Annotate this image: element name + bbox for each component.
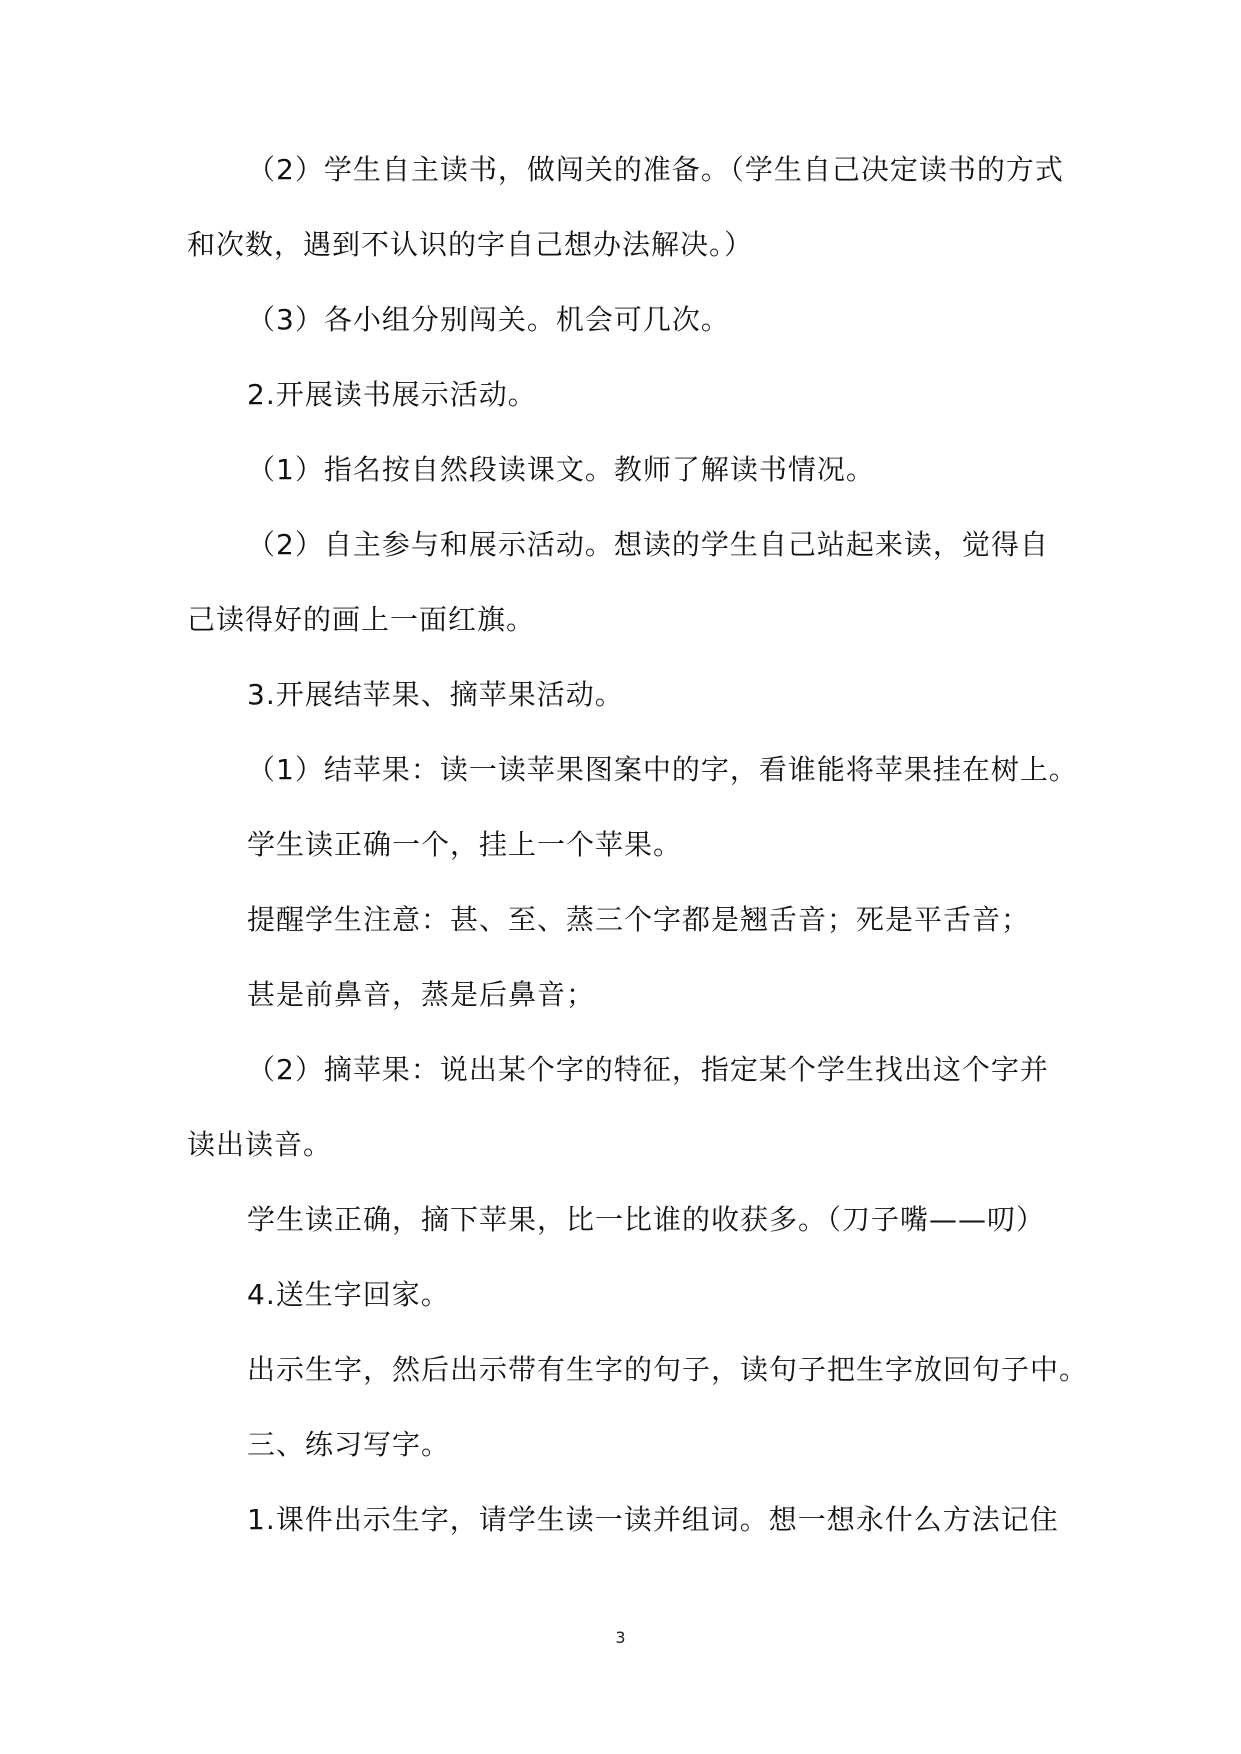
section-heading: 三、练习写字。 [247,1428,451,1461]
text-line: 读出读音。 [187,1128,333,1161]
text-line: （1）指名按自然段读课文。教师了解读书情况。 [247,453,875,486]
text-line: （2）摘苹果：说出某个字的特征，指定某个学生找出这个字并 [247,1053,1049,1086]
text-line: （2）学生自主读书，做闯关的准备。（学生自己决定读书的方式 [247,153,1064,186]
text-line: 1.课件出示生字，请学生读一读并组词。想一想永什么方法记住 [247,1503,1059,1536]
section-heading: 2.开展读书展示活动。 [247,378,537,411]
section-heading: 3.开展结苹果、摘苹果活动。 [247,678,624,711]
text-line: 学生读正确一个，挂上一个苹果。 [247,828,683,861]
text-line: （1）结苹果：读一读苹果图案中的字，看谁能将苹果挂在树上。 [247,753,1078,786]
text-line: 提醒学生注意：甚、至、蒸三个字都是翘舌音；死是平舌音； [247,903,1031,936]
text-line: 己读得好的画上一面红旗。 [187,603,536,636]
page-number: 3 [615,1628,626,1647]
text-line: 学生读正确，摘下苹果，比一比谁的收获多。（刀子嘴——叨） [247,1203,1046,1236]
text-line: （3）各小组分别闯关。机会可几次。 [247,303,730,336]
text-line: 甚是前鼻音，蒸是后鼻音； [247,978,596,1011]
section-heading: 4.送生字回家。 [247,1278,450,1311]
text-line: 和次数，遇到不认识的字自己想办法解决。） [187,228,754,261]
text-line: 出示生字，然后出示带有生字的句子，读句子把生字放回句子中。 [247,1353,1089,1386]
text-line: （2）自主参与和展示活动。想读的学生自己站起来读，觉得自 [247,528,1049,561]
